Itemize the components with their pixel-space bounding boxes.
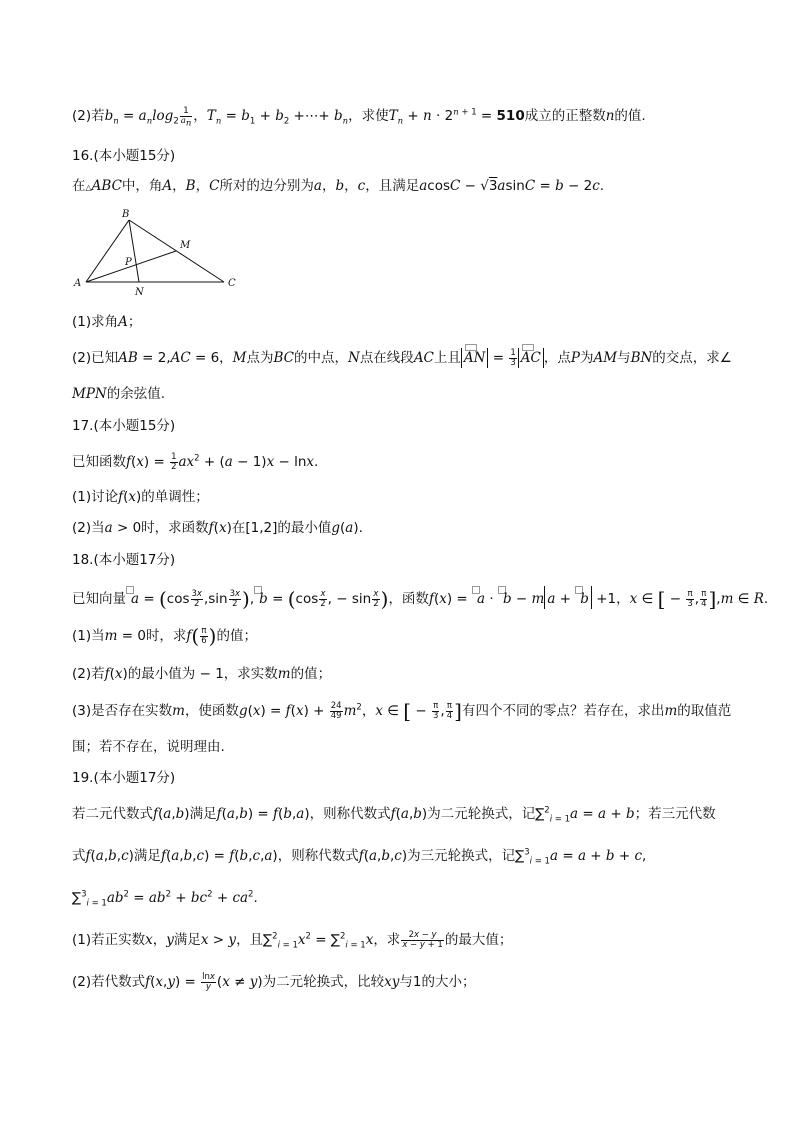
q18-header: 18.(本小题17分) (72, 552, 176, 568)
q17-part2: (2)当a > 0时，求函数f(x)在[1,2]的最小值g(a). (72, 520, 363, 536)
q18-part3: (3)是否存在实数m，使函数g(x) = f(x) + $\frac{24}{49}$ $m^2$，x ∈ [ − $\frac{\pi}{3}$ , $\frac{\pi}{4}$ ]有四个不同的零点？若存在，求出m的取值范 (72, 699, 732, 723)
q16-header: 16.(本小题15分) (72, 148, 176, 164)
q18-part1: (1)当m = 0时，求f( $\frac{\pi}{6}$ )的值； (72, 624, 257, 648)
q18-part2: (2)若f(x)的最小值为 − 1，求实数m的值； (72, 666, 332, 682)
label-A: A (74, 278, 82, 289)
label-C: C (228, 278, 236, 289)
q19-line1: 若二元代数式f(a,b)满足f(a,b) = f(b,a)，则称代数式f(a,b)为二元轮换式，记∑$^2_{i = 1}$a = a + b；若三元代数 (72, 805, 716, 825)
q15-part2-line (72, 105, 646, 129)
q18-part3-cont: 围；若不存在，说明理由. (72, 739, 225, 755)
q19-part2: (2)若代数式f(x,y) = $\frac{\ln x}{y}$ (x ≠ y)为二元轮换式，比较xy与1的大小； (72, 971, 476, 992)
label-P: P (125, 257, 132, 268)
q15-part2-text: (2)若$b_n = a_n\log_2$ $\frac{1}{a_n}$ ，$T_n = b_1 + b_2$ +⋯+ $b_n$，求使$T_n + n \cdot 2^{n + 1} = 510$成立的正整数n的值. (72, 105, 646, 129)
q17-part1: (1)讨论f(x)的单调性； (72, 489, 209, 505)
q16-part1: (1)求角A； (72, 314, 142, 330)
q18-stem: 已知向量 a = (cos $\frac{3x}{2}$ ,sin $\frac{3x}{2}$ ), b = (cos $\frac{x}{2}$ , − sin $\frac{x}{2}$ )，函数f(x) = a · b − m a + b +1，x ∈ [ − $\frac{\pi}{3}$ , $\frac{\pi}{4}$ ],m ∈ R. (72, 587, 769, 611)
q16-part2-cont: MPN的余弦值. (72, 386, 166, 402)
q17-stem: 已知函数f(x) = $\frac{1}{2}$ $ax^2 + (a - 1)x - \ln x$. (72, 451, 319, 472)
q19-header: 19.(本小题17分) (72, 770, 176, 786)
label-M: M (180, 240, 191, 251)
label-N: N (135, 287, 144, 296)
q17-header: 17.(本小题15分) (72, 418, 176, 434)
q16-stem: 在△ABC中，角A，B，C所对的边分别为a，b，c，且满足acosC − √3asinC = b − 2c. (72, 178, 605, 194)
q16-part2: (2)已知AB = 2,AC = 6，M点为BC的中点，N点在线段AC上且 AN = $\frac{1}{3}$ AC ，点P为AM与BN的交点，求∠ (72, 348, 732, 368)
triangle-figure (72, 204, 252, 296)
q19-part1: (1)若正实数x，y满足x > y，且$\sum^2_{i = 1}x^2 = \sum^2_{i = 1}x$，求 $\frac{2x - y}{x - y + 1}$ 的最大值； (72, 929, 513, 951)
q19-line3: $\sum^3_{i = 1}ab^2 = ab^2 + bc^2 + ca^2$. (72, 889, 258, 909)
label-B: B (122, 209, 130, 220)
q19-line2: 式f(a,b,c)满足f(a,b,c) = f(b,c,a)，则称代数式f(a,b,c)为三元轮换式，记∑$^3_{i = 1}$a = a + b + c, (72, 847, 647, 867)
